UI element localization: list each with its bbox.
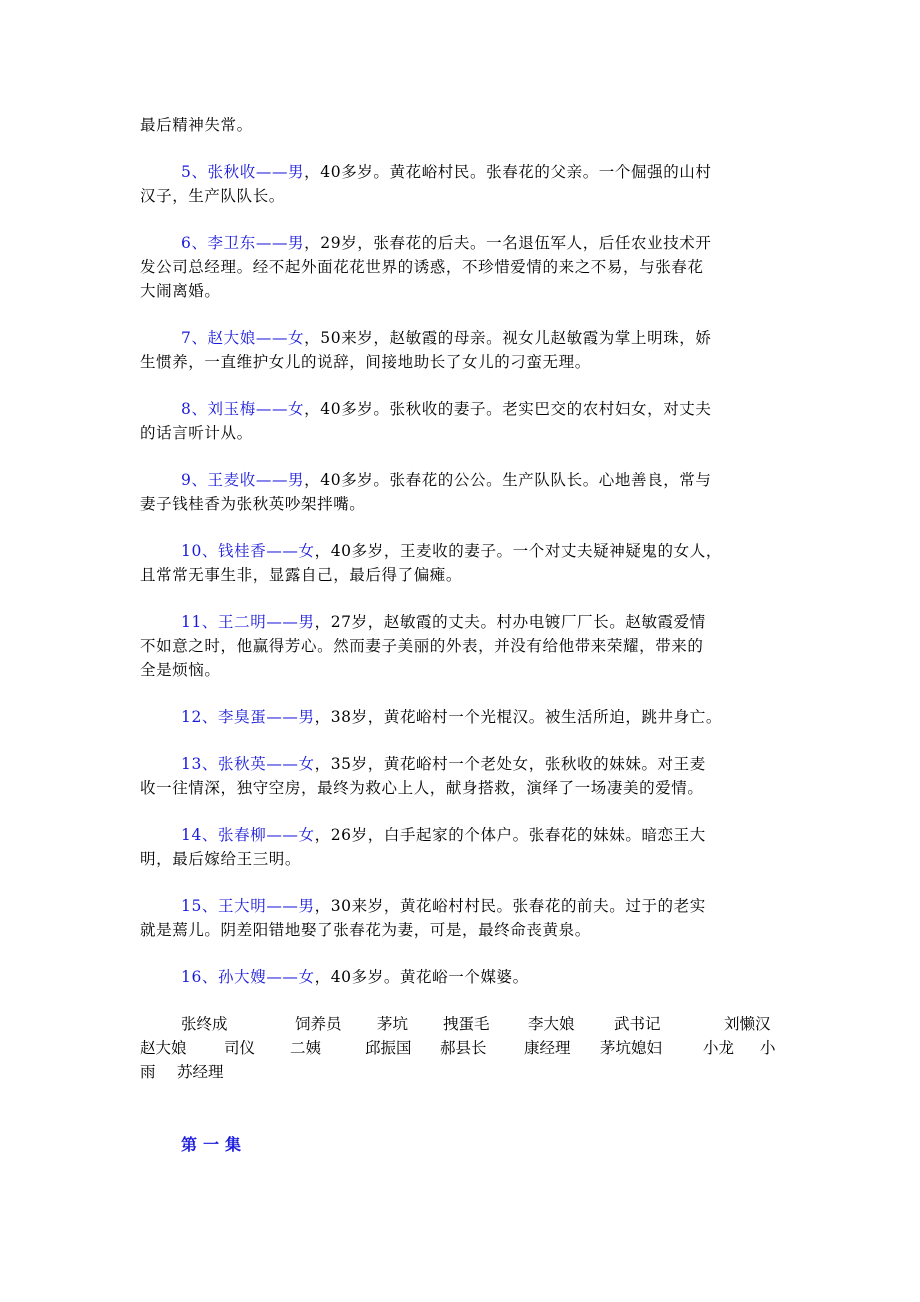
character-line (140, 492, 785, 516)
character-entry (140, 752, 785, 800)
intro-line: 最后精神失常。 (140, 116, 253, 134)
cast-name: 小 (760, 1039, 776, 1057)
character-line (140, 160, 785, 184)
character-description: 不如意之时，他赢得芳心。然而妻子美丽的外表，并没有给他带来荣耀，带来的 (140, 637, 704, 655)
character-description: ，40多岁，王麦收的妻子。一个对丈夫疑神疑鬼的女人， (314, 542, 722, 560)
cast-row (140, 1012, 785, 1036)
character-description: ，26岁，白手起家的个体户。张春花的妹妹。暗恋王大 (314, 826, 706, 844)
character-name: 10、钱桂香——女 (181, 542, 315, 560)
character-description: ，30来岁，黄花峪村村民。张春花的前夫。过于的老实 (314, 897, 706, 915)
character-name: 15、王大明——男 (181, 897, 315, 915)
character-line (140, 421, 785, 445)
character-description: 收一往情深，独守空房，最终为救心上人，献身搭救，演绎了一场凄美的爱情。 (140, 779, 704, 797)
cast-name: 苏经理 (177, 1063, 224, 1081)
character-line (140, 539, 785, 563)
character-description: 且常常无事生非，显露自己，最后得了偏瘫。 (140, 566, 463, 584)
cast-name: 拽蛋毛 (443, 1015, 490, 1033)
character-description: 汉子，生产队队长。 (140, 187, 285, 205)
character-entry (140, 610, 785, 682)
cast-name: 邱振国 (365, 1039, 412, 1057)
character-name: 12、李臭蛋——男 (181, 708, 315, 726)
character-description: 全是烦恼。 (140, 661, 221, 679)
character-description: 的话言听计从。 (140, 424, 253, 442)
character-name: 13、张秋英——女 (181, 755, 315, 773)
character-line (140, 965, 785, 989)
character-name: 5、张秋收——男 (181, 163, 305, 181)
character-line (140, 776, 785, 800)
character-entry (140, 397, 785, 445)
character-line (140, 184, 785, 208)
character-description: ，40多岁。黄花峪村民。张春花的父亲。一个倔强的山村 (304, 163, 712, 181)
character-entry (140, 231, 785, 303)
character-line (140, 231, 785, 255)
character-description: ，27岁，赵敏霞的丈夫。村办电镀厂厂长。赵敏霞爱情 (314, 613, 706, 631)
character-entry (140, 823, 785, 871)
character-description: 大闹离婚。 (140, 282, 221, 300)
cast-name: 雨 (140, 1063, 156, 1081)
character-entry (140, 705, 785, 729)
character-line (140, 918, 785, 942)
character-line (140, 350, 785, 374)
character-entry (140, 539, 785, 587)
character-name: 11、王二明——男 (181, 613, 315, 631)
character-line (140, 255, 785, 279)
cast-name: 李大娘 (528, 1015, 575, 1033)
supporting-cast-list (140, 1012, 785, 1084)
cast-name: 刘懒汉 (724, 1015, 771, 1033)
document-page (140, 113, 785, 1157)
character-line (140, 823, 785, 847)
character-entry (140, 965, 785, 989)
character-line (140, 279, 785, 303)
character-description: ，35岁，黄花峪村一个老处女，张秋收的妹妹。对王麦 (314, 755, 706, 773)
character-name: 7、赵大娘——女 (181, 329, 305, 347)
character-name: 8、刘玉梅——女 (181, 400, 305, 418)
character-line (140, 397, 785, 421)
character-description: 明，最后嫁给王三明。 (140, 850, 302, 868)
character-description: ，38岁，黄花峪村一个光棍汉。被生活所迫，跳井身亡。 (314, 708, 722, 726)
character-line (140, 658, 785, 682)
character-entry (140, 468, 785, 516)
cast-name: 武书记 (614, 1015, 661, 1033)
character-description: ，40多岁。张春花的公公。生产队队长。心地善良，常与 (304, 471, 712, 489)
cast-name: 赵大娘 (140, 1039, 187, 1057)
character-description: 就是蔫儿。阴差阳错地娶了张春花为妻，可是，最终命丧黄泉。 (140, 921, 591, 939)
character-name: 16、孙大嫂——女 (181, 968, 315, 986)
character-line (140, 326, 785, 350)
cast-row (140, 1060, 785, 1084)
cast-name: 茅坑 (377, 1015, 409, 1033)
character-line (140, 752, 785, 776)
character-list (140, 160, 785, 989)
character-name: 9、王麦收——男 (181, 471, 305, 489)
cast-name: 茅坑媳妇 (600, 1039, 663, 1057)
cast-row (140, 1036, 785, 1060)
character-description: ，50来岁，赵敏霞的母亲。视女儿赵敏霞为掌上明珠，娇 (304, 329, 712, 347)
character-name: 14、张春柳——女 (181, 826, 315, 844)
cast-name: 康经理 (524, 1039, 571, 1057)
cast-name: 饲养员 (295, 1015, 342, 1033)
character-line (140, 610, 785, 634)
character-description: 发公司总经理。经不起外面花花世界的诱惑，不珍惜爱情的来之不易，与张春花 (140, 258, 704, 276)
character-line (140, 468, 785, 492)
episode-title: 第一集 (181, 1135, 248, 1154)
cast-name: 郝县长 (440, 1039, 487, 1057)
character-name: 6、李卫东——男 (181, 234, 305, 252)
character-line (140, 705, 785, 729)
character-line (140, 563, 785, 587)
character-description: ，40多岁。黄花峪一个媒婆。 (314, 968, 529, 986)
character-line (140, 634, 785, 658)
cast-name: 司仪 (224, 1039, 256, 1057)
character-description: 妻子钱桂香为张秋英吵架拌嘴。 (140, 495, 366, 513)
cast-name: 张终成 (181, 1015, 228, 1033)
character-line (140, 894, 785, 918)
character-entry (140, 326, 785, 374)
character-entry (140, 894, 785, 942)
character-description: 生惯养，一直维护女儿的说辞，间接地助长了女儿的刁蛮无理。 (140, 353, 591, 371)
cast-name: 小龙 (703, 1039, 735, 1057)
character-entry (140, 160, 785, 208)
character-description: ，29岁，张春花的后夫。一名退伍军人，后任农业技术开 (304, 234, 712, 252)
cast-name: 二姨 (290, 1039, 322, 1057)
character-description: ，40多岁。张秋收的妻子。老实巴交的农村妇女，对丈夫 (304, 400, 712, 418)
character-line (140, 847, 785, 871)
